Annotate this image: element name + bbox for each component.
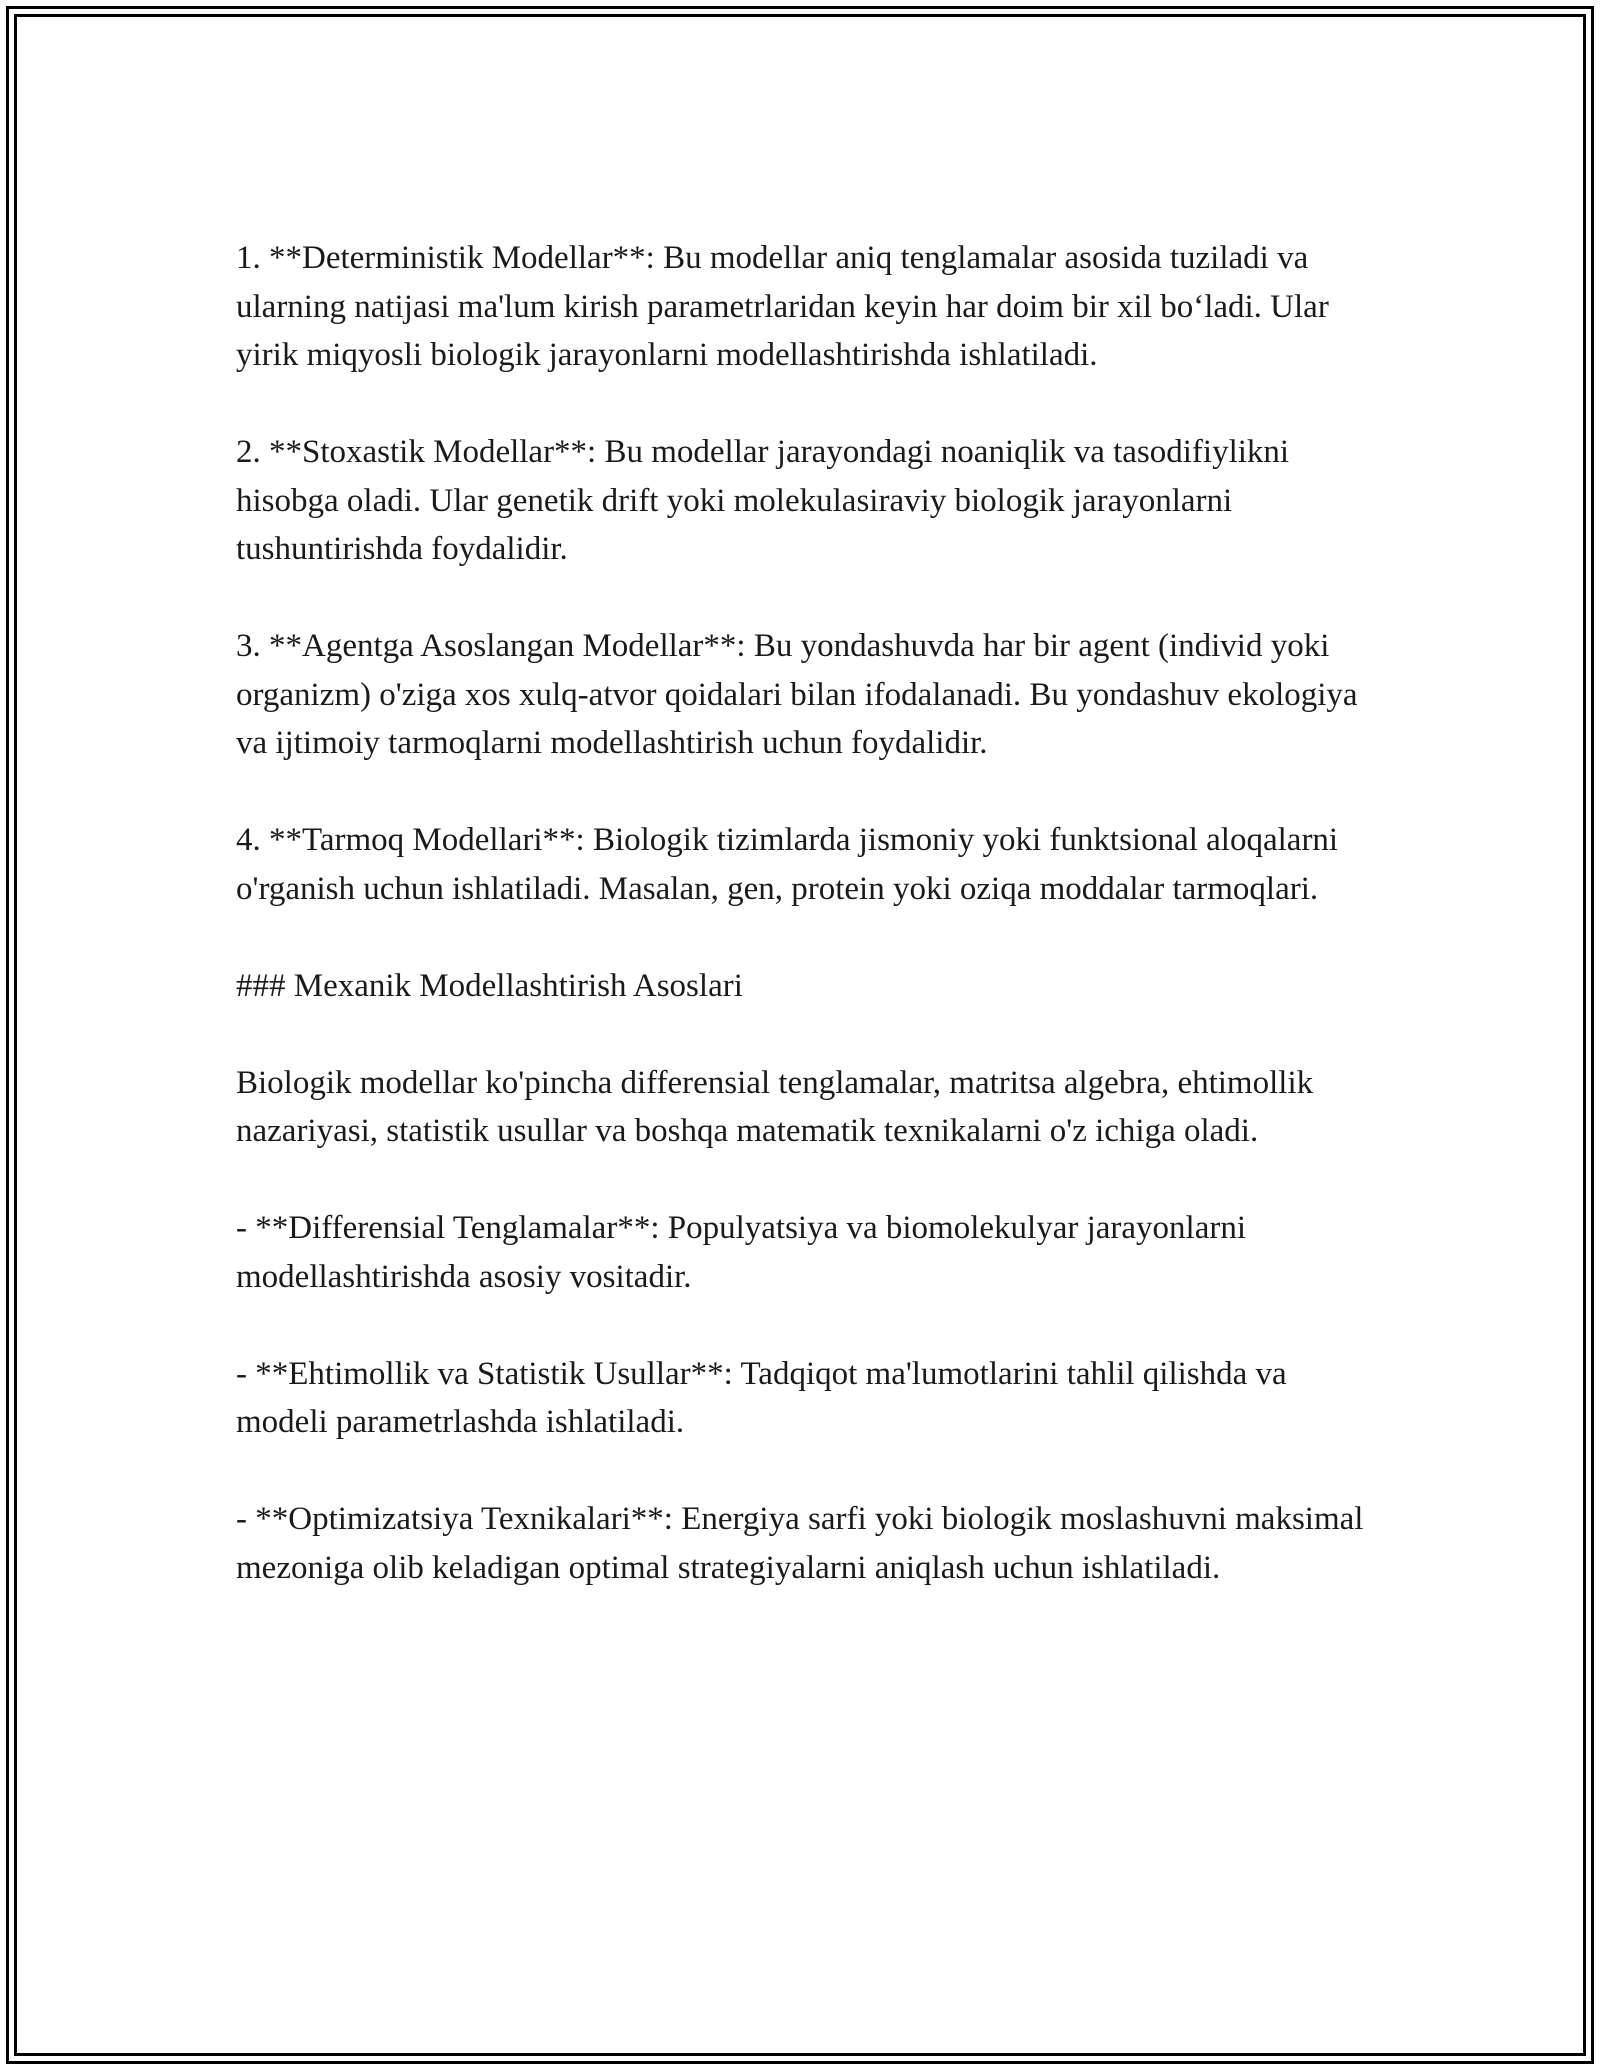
section-intro-paragraph: Biologik modellar ko'pincha differensial tenglamalar, matritsa algebra, ehtimollik nazariyasi, statistik usullar va boshqa matematik texnikalarni o'z ichiga oladi. bbox=[236, 1064, 1314, 1149]
section-heading: ### Mexanik Modellashtirish Asoslari bbox=[236, 967, 743, 1004]
bullet-differential-equations: - **Differensial Tenglamalar**: Populyatsiya va biomolekulyar jarayonlarni modellashtirishda asosiy vositadir. bbox=[236, 1210, 1247, 1295]
list-item-deterministic-models: 1. **Deterministik Modellar**: Bu modellar aniq tenglamalar asosida tuziladi va ularning natijasi ma'lum kirish parametrlaridan keyin har doim bir xil bo‘ladi. Ular yirik miqyosli biologik jarayonlarni modellashtirishda ishlatiladi. bbox=[236, 240, 1329, 373]
bullet-optimization-techniques: - **Optimizatsiya Texnikalari**: Energiya sarfi yoki biologik moslashuvni maksimal mezoniga olib keladigan optimal strategiyalarni aniqlash uchun ishlatiladi. bbox=[236, 1501, 1364, 1586]
list-item-agent-based-models: 3. **Agentga Asoslangan Modellar**: Bu yondashuvda har bir agent (individ yoki organizm) o'ziga xos xulq-atvor qoidalari bilan ifodalanadi. Bu yondashuv ekologiya va ijtimoiy tarmoqlarni modellashtirish uchun foydalidir. bbox=[236, 628, 1358, 761]
bullet-probability-statistics: - **Ehtimollik va Statistik Usullar**: Tadqiqot ma'lumotlarini tahlil qilishda va modeli parametrlashda ishlatiladi. bbox=[236, 1355, 1287, 1440]
list-item-network-models: 4. **Tarmoq Modellari**: Biologik tizimlarda jismoniy yoki funktsional aloqalarni o'rganish uchun ishlatiladi. Masalan, gen, protein yoki oziqa moddalar tarmoqlari. bbox=[236, 822, 1339, 907]
document-body bbox=[236, 234, 1372, 1641]
list-item-stochastic-models: 2. **Stoxastik Modellar**: Bu modellar jarayondagi noaniqlik va tasodifiylikni hisobga oladi. Ular genetik drift yoki molekulasiraviy biologik jarayonlarni tushuntirishda foydalidir. bbox=[236, 434, 1290, 567]
